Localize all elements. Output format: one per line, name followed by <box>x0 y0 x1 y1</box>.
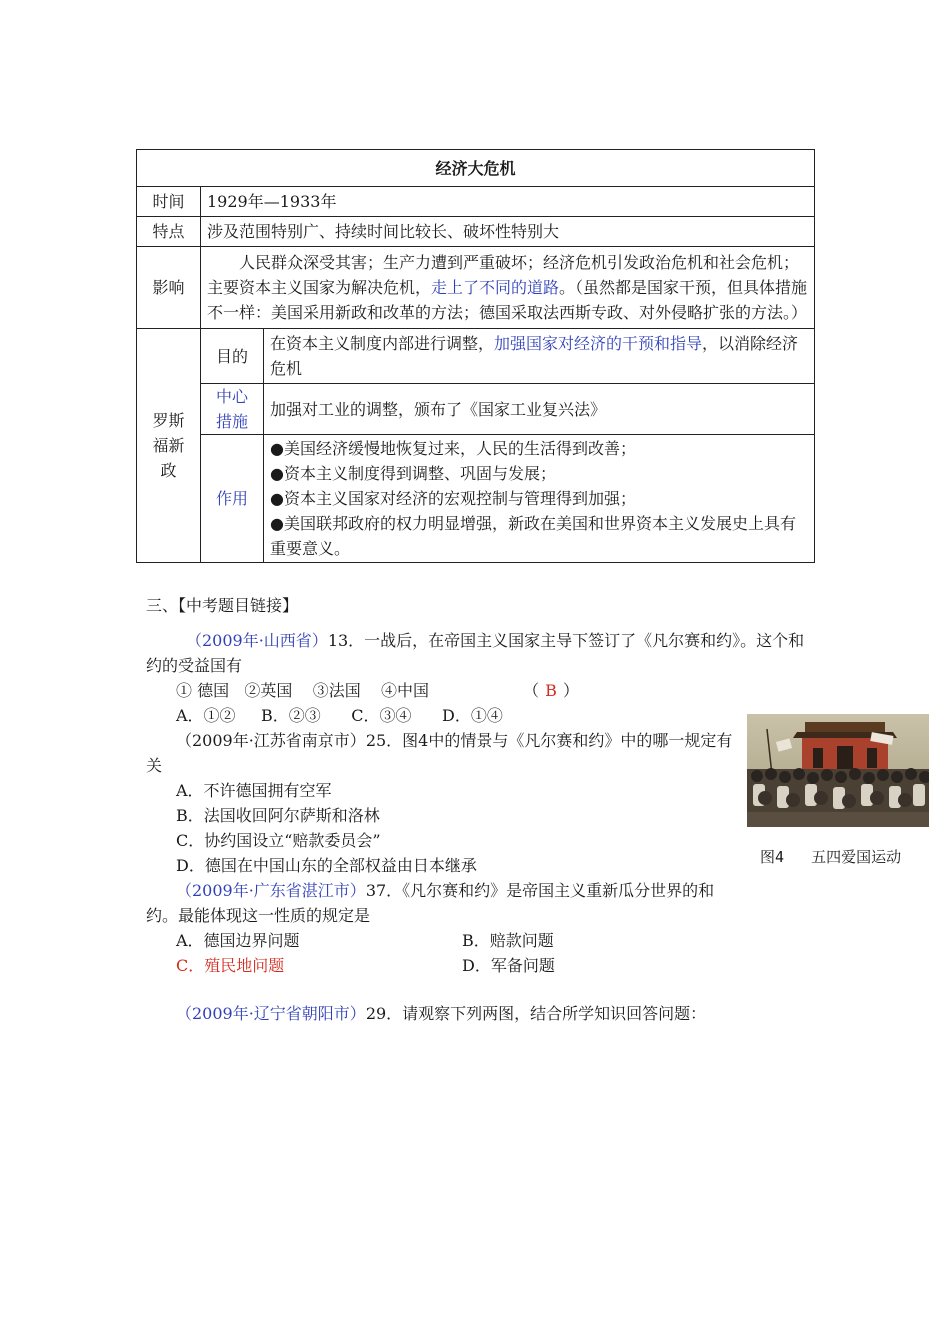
table-title: 经济大危机 <box>137 150 815 187</box>
q25-source: （2009年·江苏省南京市） <box>176 731 366 750</box>
q13-source: （2009年·山西省） <box>186 631 328 650</box>
effect-item: ●资本主义制度得到调整、巩固与发展； <box>270 464 556 483</box>
q25-stem: 25．图4中的情景与《凡尔赛和约》中的哪一规定有关 <box>146 731 733 775</box>
economic-crisis-table <box>136 149 815 563</box>
q37-source: （2009年·广东省湛江市） <box>176 881 366 900</box>
impact-label: 影响 <box>137 247 201 329</box>
question-37 <box>146 878 736 928</box>
q25-option: A．不许德国拥有空军 <box>176 781 332 800</box>
q13-choices <box>176 678 429 703</box>
impact-highlight: 走上了不同的道路 <box>431 278 560 297</box>
new-deal-label <box>137 329 201 563</box>
q13-answer-close: ） <box>563 681 580 700</box>
feature-label: 特点 <box>137 217 201 247</box>
q37-option-d: D．军备问题 <box>462 956 555 975</box>
q13-stem: 13．一战后，在帝国主义国家主导下签订了《凡尔赛和约》。这个和约的受益国有 <box>146 631 805 675</box>
q25-option: B．法国收回阿尔萨斯和洛林 <box>176 806 380 825</box>
q13-options: A．①② B．②③ C．③④ D．①④ <box>176 706 503 725</box>
q13-answer <box>523 678 579 703</box>
purpose-text-b: ，以消除经济危机 <box>270 334 799 378</box>
q37-option-c: C．殖民地问题 <box>176 956 285 975</box>
question-13 <box>146 628 811 678</box>
measure-label <box>201 384 264 435</box>
effect-label: 作用 <box>201 435 264 563</box>
section-title: 三、【中考题目链接】 <box>146 596 299 615</box>
measure-text: 加强对工业的调整，颁布了《国家工业复兴法》 <box>264 384 815 435</box>
q13-answer-open: （ <box>523 681 540 700</box>
effect-item: ●资本主义国家对经济的宏观控制与管理得到加强； <box>270 489 636 508</box>
feature-value: 涉及范围特别广、持续时间比较长、破坏性特别大 <box>201 217 815 247</box>
figure-caption: 图4 五四爱国运动 <box>760 848 902 866</box>
q25-option: C．协约国设立“赔款委员会” <box>176 831 381 850</box>
effect-list <box>264 435 815 563</box>
q37-stem: 37．《凡尔赛和约》是帝国主义重新瓜分世界的和约。最能体现这一性质的规定是 <box>146 881 715 925</box>
question-25 <box>146 728 736 778</box>
impact-text <box>201 247 815 329</box>
time-value: 1929年—1933年 <box>201 187 815 217</box>
purpose-text-a: 在资本主义制度内部进行调整， <box>270 334 495 353</box>
q37-option-b: B．赔款问题 <box>462 931 554 950</box>
purpose-text <box>264 329 815 384</box>
new-deal-label-text: 罗斯福新政 <box>152 411 185 480</box>
effect-item: ●美国经济缓慢地恢复过来，人民的生活得到改善； <box>270 439 636 458</box>
q29-stem: 29．请观察下列两图，结合所学知识回答问题： <box>365 1004 707 1023</box>
q13-choices-text: ① 德国 ②英国 ③法国 ④中国 <box>176 681 430 700</box>
q25-option: D．德国在中国山东的全部权益由日本继承 <box>176 856 477 875</box>
time-label: 时间 <box>137 187 201 217</box>
purpose-label: 目的 <box>201 329 264 384</box>
impact-text-b: 。（虽然都是国家干预，但具体措施不一样：美国采用新政和改革的方法；德国采取法西斯专政、对外侵略扩张的方法。） <box>207 278 808 322</box>
q13-answer-value: B <box>545 681 557 700</box>
q29-source: （2009年·辽宁省朝阳市） <box>176 1004 366 1023</box>
question-29 <box>176 1001 816 1026</box>
may-fourth-photo-illustration <box>747 714 929 827</box>
impact-text-a: 人民群众深受其害；生产力遭到严重破坏；经济危机引发政治危机和社会危机；主要资本主义国家为解决危机， <box>207 253 800 297</box>
may-fourth-movement-photo <box>747 714 929 827</box>
purpose-highlight: 加强国家对经济的干预和指导 <box>494 334 703 353</box>
q37-option-a: A．德国边界问题 <box>176 931 300 950</box>
effect-item: ●美国联邦政府的权力明显增强，新政在美国和世界资本主义发展史上具有重要意义。 <box>270 514 796 558</box>
measure-label-text: 中心措施 <box>215 387 248 431</box>
